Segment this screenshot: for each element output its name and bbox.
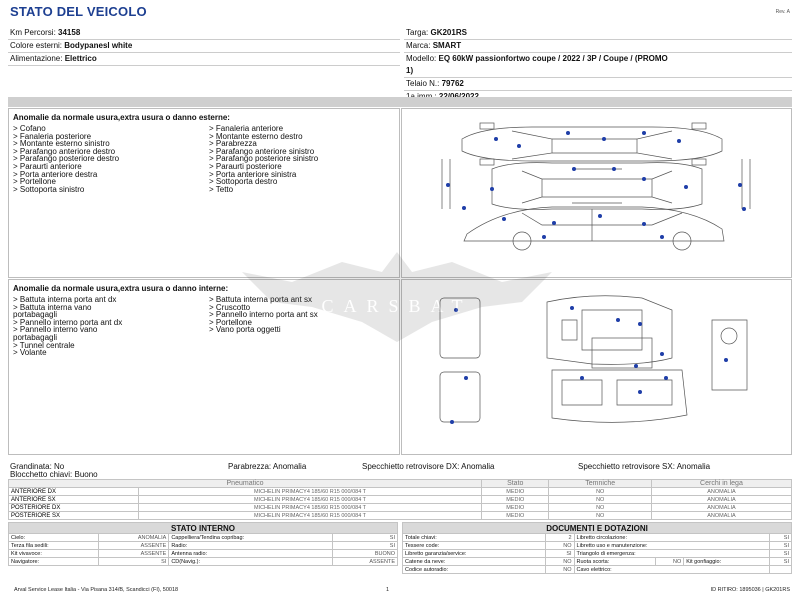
carsbat-watermark xyxy=(232,232,562,362)
damage-marker xyxy=(642,131,646,135)
interior-title: Anomalie da normale usura,extra usura o danno interne: xyxy=(13,284,229,293)
damage-marker xyxy=(664,376,668,380)
exterior-title: Anomalie da normale usura,extra usura o danno esterne: xyxy=(13,113,230,122)
rim-header: Cerchi in lega xyxy=(651,480,791,488)
damage-marker xyxy=(552,221,556,225)
separator-bar xyxy=(8,97,792,107)
exterior-list-col2: > Fanaleria anteriore > Montante esterno destro > Parabrezza > Parafango anteriore sinistro > Parafango posteriore sinistro > Paraurti posteriore > Porta anteriore sinistra > Sottoporta destro > Tetto xyxy=(209,124,319,194)
damage-marker xyxy=(660,352,664,356)
stato-interno-table xyxy=(8,522,398,566)
damage-marker xyxy=(638,322,642,326)
plate-row: Targa: GK201RS xyxy=(404,27,792,40)
table-row: Navigatore: SI CD(Navig.): ASSENTE xyxy=(9,558,398,566)
table-row: Libretto garanzia/service: SI Triangolo di emergenza: SI xyxy=(403,550,792,558)
parabrezza-text: Parabrezza: Anomalia xyxy=(228,462,307,471)
table-row: Catene da neve: NO Ruota scorta: NO Kit gonfiaggio: SI xyxy=(403,558,792,566)
stato-header: Stato xyxy=(482,480,549,488)
damage-marker xyxy=(684,185,688,189)
interior-list-col2: > Battuta interna porta ant sx > Cruscotto > Pannello interno porta ant sx > Portellone > Vano porta oggetti xyxy=(209,295,318,335)
interior-list-col1: > Battuta interna porta ant dx > Battuta interna vano portabagagli > Pannello interno porta ant dx > Pannello interno vano portabagagli > Tunnel centrale > Volante xyxy=(13,295,123,358)
model-row: Modello: EQ 60kW passionfortwo coupe / 2022 / 3P / Coupe / (PROMO xyxy=(406,54,668,63)
damage-marker xyxy=(642,222,646,226)
model-row-cont: 1) xyxy=(404,65,792,78)
damage-marker xyxy=(494,137,498,141)
grandinata-text: Grandinata: No xyxy=(10,462,65,471)
damage-marker xyxy=(677,139,681,143)
tyre-header: Pneumatico xyxy=(9,480,482,488)
damage-marker xyxy=(446,183,450,187)
mirror-sx-text: Specchietto retrovisore SX: Anomalia xyxy=(578,462,711,471)
damage-marker xyxy=(570,306,574,310)
documenti-title: DOCUMENTI E DOTAZIONI xyxy=(403,523,792,534)
damage-marker xyxy=(502,217,506,221)
svg-text:CARSBAT: CARSBAT xyxy=(321,296,473,316)
vehicle-info-left xyxy=(8,27,400,66)
damage-marker xyxy=(490,187,494,191)
damage-marker xyxy=(612,167,616,171)
table-row: Kit vivavoce: ASSENTE Antenna radio: BUONO xyxy=(9,550,398,558)
table-row: POSTERIORE DX MICHELIN PRIMACY4 185/60 R15 000/084 T MEDIO NO ANOMALIA xyxy=(9,504,792,512)
km-row: Km Percorsi: 34158 xyxy=(8,27,400,40)
mirror-dx-text: Specchietto retrovisore DX: Anomalia xyxy=(362,462,495,471)
damage-marker xyxy=(638,390,642,394)
color-row: Colore esterni: Bodypanesl white xyxy=(8,40,400,53)
footer-address: Arval Service Lease Italia - Via Pisana 314/B, Scandicci (FI), 50018 xyxy=(14,587,179,593)
damage-marker xyxy=(738,183,742,187)
revision-label: Rev. A xyxy=(775,9,790,15)
tyres-table xyxy=(8,479,792,520)
damage-marker xyxy=(572,167,576,171)
chassis-row: Telaio N.: 79762 xyxy=(404,78,792,91)
table-row: Tessere code: NO Libretto uso e manutenzione: SI xyxy=(403,542,792,550)
table-row: Terza fila sedili: ASSENTE Radio: SI xyxy=(9,542,398,550)
table-row: ANTERIORE SX MICHELIN PRIMACY4 185/60 R15 000/084 T MEDIO NO ANOMALIA xyxy=(9,496,792,504)
damage-marker xyxy=(450,420,454,424)
page-title: STATO DEL VEICOLO xyxy=(10,4,147,19)
damage-marker xyxy=(634,364,638,368)
table-row: Totale chiavi: 2 Libretto circolazione: SI xyxy=(403,534,792,542)
page-number: 1 xyxy=(386,587,390,593)
table-row: ANTERIORE DX MICHELIN PRIMACY4 185/60 R15 000/084 T MEDIO NO ANOMALIA xyxy=(9,488,792,496)
damage-marker xyxy=(602,137,606,141)
damage-marker xyxy=(464,376,468,380)
damage-marker xyxy=(462,206,466,210)
damage-marker xyxy=(580,376,584,380)
brand-row: Marca: SMART xyxy=(404,40,792,53)
damage-marker xyxy=(598,214,602,218)
table-row: POSTERIORE SX MICHELIN PRIMACY4 185/60 R15 000/084 T MEDIO NO ANOMALIA xyxy=(9,512,792,520)
vehicle-info-right xyxy=(404,27,792,104)
tech-header: Temniche xyxy=(549,480,651,488)
table-row: Codice autoradio: NO Cavo elettrico: xyxy=(403,566,792,574)
damage-marker xyxy=(660,235,664,239)
table-row: Cielo: ANOMALIA Cappelliera/Tendina copribag: SI xyxy=(9,534,398,542)
documenti-table xyxy=(402,522,792,574)
footer-id: ID RITIRO: 1895036 | GK201RS xyxy=(710,587,790,593)
stato-interno-title: STATO INTERNO xyxy=(9,523,398,534)
damage-marker xyxy=(742,207,746,211)
damage-marker xyxy=(642,177,646,181)
damage-marker xyxy=(616,318,620,322)
damage-marker xyxy=(566,131,570,135)
damage-marker xyxy=(517,144,521,148)
damage-marker xyxy=(724,358,728,362)
blocchetto-text: Blocchetto chiavi: Buono xyxy=(10,470,98,479)
fuel-row: Alimentazione: Elettrico xyxy=(8,53,400,66)
exterior-list-col1: > Cofano > Fanaleria posteriore > Montante esterno sinistro > Parafango anteriore destro > Parafango posteriore destro > Paraurti anteriore > Porta anteriore destra > Portellone > Sottoporta sinistro xyxy=(13,124,120,194)
